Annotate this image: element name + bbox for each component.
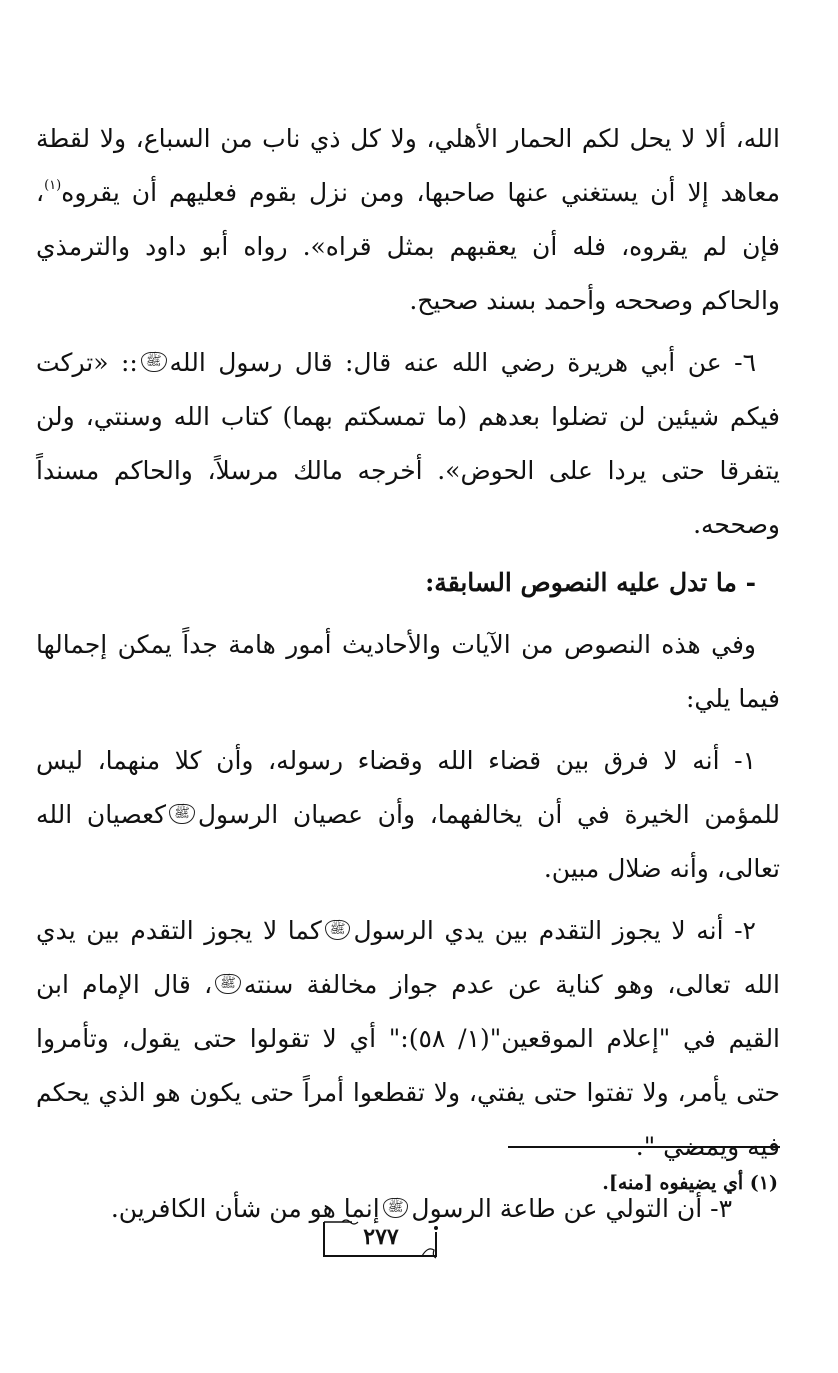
paragraph-text-cont: ، فإن لم يقروه، فله أن يعقبهم بمثل قراه». رواه أبو داود والترمذي والحاكم وصححه وأحمد بسند صحيح.: [36, 178, 780, 315]
honorific-symbol-icon: ﷺ: [169, 804, 195, 824]
paragraph-point-1: [36, 734, 780, 896]
paragraph-hadith-6: [36, 336, 780, 552]
footnote: (١) أي يضيفوه [منه].: [602, 1172, 778, 1194]
section-heading-text: - ما تدل عليه النصوص السابقة:: [425, 568, 756, 597]
hadith-6-text-a: ٦- عن أبي هريرة رضي الله عنه قال: قال رسول الله: [169, 348, 757, 377]
page-number: ٢٧٧: [363, 1224, 399, 1250]
point-2-text-c: ، قال الإمام ابن القيم في "إعلام الموقعين"(١/ ٥٨):" أي لا تقولوا حتى يقول، وتأمروا حتى يأمر، ولا تفتوا حتى يفتي، ولا تقطعوا أمراً حتى يكون هو الذي يحكم فيه ويمضي ".: [36, 970, 781, 1161]
point-1-text-b: كعصيان الله تعالى، وأنه ضلال مبين.: [36, 800, 780, 883]
page-number-frame: [318, 1218, 444, 1262]
point-2-text-a: ٢- أنه لا يجوز التقدم بين يدي الرسول: [353, 916, 756, 945]
point-3-text-b: إنما هو من شأن الكافرين.: [110, 1194, 380, 1223]
paragraph-text: الله، ألا لا يحل لكم الحمار الأهلي، ولا كل ذي ناب من السباع، ولا لقطة معاهد إلا أن يستغني عنها صاحبها، ومن نزل بقوم فعليهم أن يقروه: [36, 124, 780, 207]
honorific-symbol-icon: ﷺ: [383, 1198, 409, 1218]
footnote-marker[interactable]: (١): [44, 178, 62, 193]
point-2-text-b: كما لا يجوز التقدم بين يدي الله تعالى، وهو كناية عن عدم جواز مخالفة سنته: [36, 916, 780, 999]
honorific-symbol-icon: ﷺ: [215, 974, 241, 994]
honorific-symbol-icon: ﷺ: [325, 920, 351, 940]
point-3-text-a: ٣- أن التولي عن طاعة الرسول: [411, 1194, 732, 1223]
page-body: [36, 112, 780, 1236]
footnote-divider: [508, 1146, 780, 1148]
section-heading: [36, 556, 780, 610]
paragraph-intro: [36, 618, 780, 726]
intro-text: وفي هذه النصوص من الآيات والأحاديث أمور هامة جداً يمكن إجمالها فيما يلي:: [36, 630, 780, 713]
paragraph-point-2: [36, 904, 780, 1174]
honorific-symbol-icon: ﷺ: [141, 352, 167, 372]
point-1-text-a: ١- أنه لا فرق بين قضاء الله وقضاء رسوله، وأن كلا منهما، ليس للمؤمن الخيرة في أن يخالفهما، وأن عصيان الرسول: [36, 746, 780, 829]
paragraph-hadith-5-end: [36, 112, 780, 328]
hadith-6-text-b: :: «تركت فيكم شيئين لن تضلوا بعدهم (ما تمسكتم بهما) كتاب الله وسنتي، ولن يتفرقا حتى يردا على الحوض». أخرجه مالك مرسلاً، والحاكم مسنداً وصححه.: [36, 348, 780, 539]
